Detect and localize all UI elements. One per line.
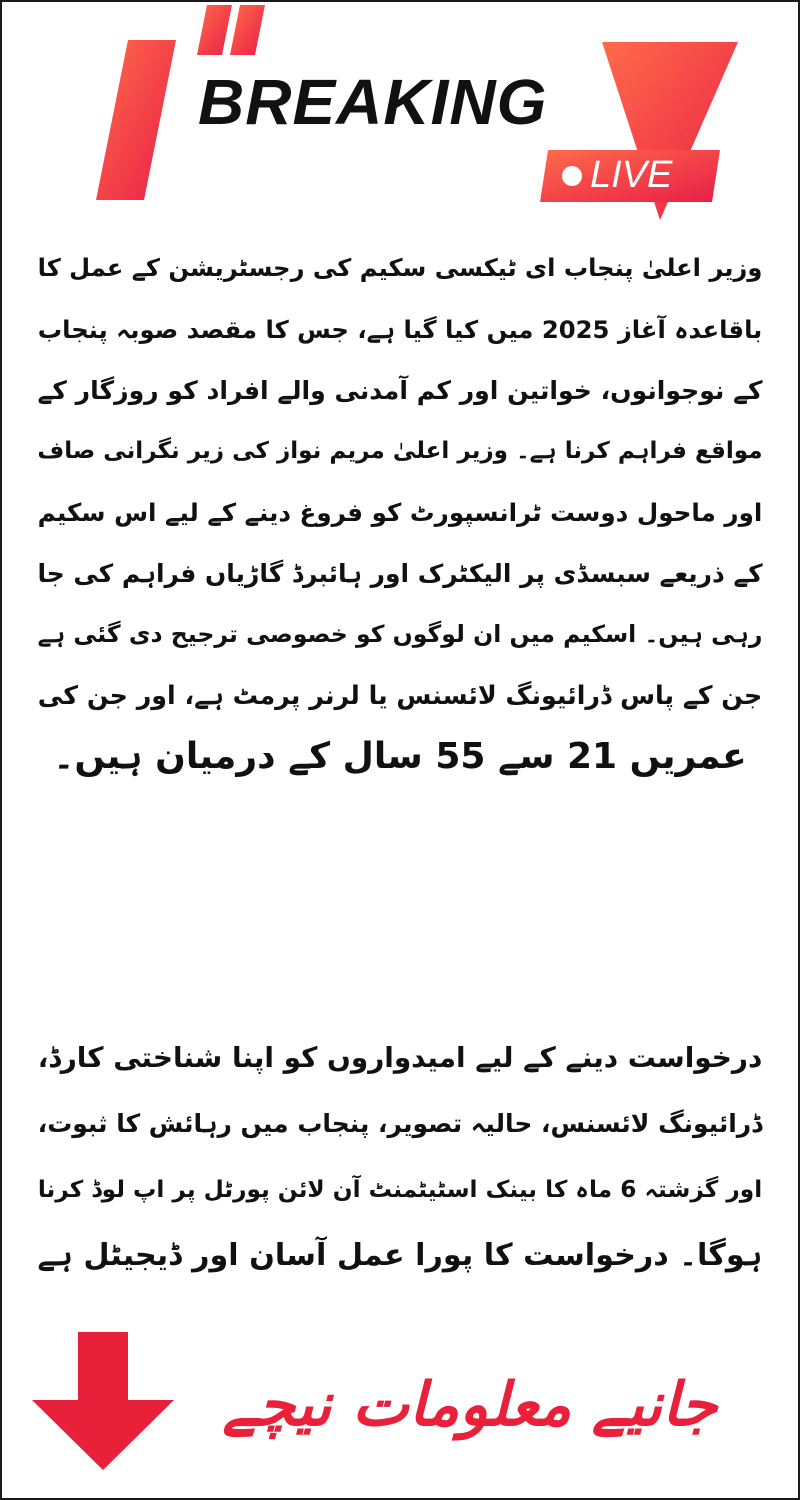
text-line: وزیر اعلیٰ پنجاب ای ٹیکسی سکیم کی رجسٹریشن کے عمل کا [37,254,763,282]
text-line: رہی ہیں۔ اسکیم میں ان لوگوں کو خصوصی ترجیح دی گئی ہے [37,620,763,648]
live-dot-icon [562,166,582,186]
text-line: ہوگا۔ درخواست کا پورا عمل آسان اور ڈیجیٹل ہے [37,1238,763,1273]
text-line: اور ماحول دوست ٹرانسپورٹ کو فروغ دینے کے لیے اس سکیم [37,498,763,527]
text-line: باقاعدہ آغاز 2025 میں کیا گیا ہے، جس کا مقصد صوبہ پنجاب [37,315,763,344]
quote-mark-right [230,5,265,55]
text-line: کے ذریعے سبسڈی پر الیکٹرک اور ہائبرڈ گاڑیاں فراہم کی جا [37,559,763,588]
text-line: کے نوجوانوں، خواتین اور کم آمدنی والے افراد کو روزگار کے [37,376,763,405]
left-slash-decoration [96,40,176,200]
article-paragraph-1 [30,238,770,787]
breaking-banner [0,0,800,225]
text-line: جن کے پاس ڈرائیونگ لائسنس یا لرنر پرمٹ ہے، اور جن کی [37,680,763,710]
breaking-title: BREAKING [198,66,548,138]
info-below-heading: جانیے معلومات نیچے [222,1370,718,1440]
article-paragraph-2 [30,1025,770,1289]
text-line: اور گزشتہ 6 ماہ کا بینک اسٹیٹمنٹ آن لائن پورٹل پر اپ لوڈ کرنا [37,1176,763,1203]
quote-mark-left [197,5,232,55]
text-line: مواقع فراہم کرنا ہے۔ وزیر اعلیٰ مریم نواز کی زیر نگرانی صاف [37,438,763,464]
text-line: عمریں 21 سے 55 سال کے درمیان ہیں۔ [53,736,747,777]
live-label: LIVE [590,154,673,196]
down-arrow-icon [28,1332,178,1472]
text-line: درخواست دینے کے لیے امیدواروں کو اپنا شناختی کارڈ، [37,1041,763,1074]
text-line: ڈرائیونگ لائسنس، حالیہ تصویر، پنجاب میں رہائش کا ثبوت، [37,1109,763,1138]
